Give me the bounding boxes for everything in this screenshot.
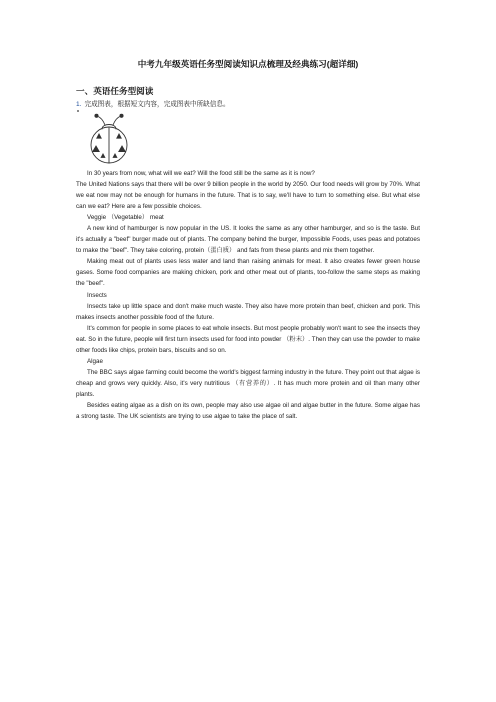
paragraph-insect-powder: It's common for people in some places to eat whole insects. But most people probably won't want to see the insects they eat. So in the future, people will first turn insects used for food into powder （粉末）. Then they can use the powder to make other foods like chips, protein bars, biscuits and so on. xyxy=(76,324,420,354)
paragraph-plant-meat-benefits: Making meat out of plants uses less water and land than raising animals for meat. It also creates fewer green house gases. Some food companies are making chicken, pork and other meat out of plants, too-follow the same steps as making the "beef". xyxy=(76,258,420,288)
document-title: 中考九年级英语任务型阅读知识点梳理及经典练习(超详细) xyxy=(137,59,359,69)
bullet-dot xyxy=(77,110,79,112)
section-heading: 一、英语任务型阅读 xyxy=(76,86,154,96)
paragraph-algae-farming: The BBC says algae farming could become the world's biggest farming industry in the future. They point out that algae is cheap and grows very quickly. Also, it's very nutritious （有营养的）. It has much more protein and oil than many other plants. xyxy=(76,368,420,398)
paragraph-algae-uses: Besides eating algae as a dish on its own, people may also use algae oil and algae butter in the future. Some algae has a strong taste. The UK scientists are trying to use algae to take the place of salt. xyxy=(76,401,420,421)
ladybug-illustration xyxy=(88,112,130,166)
paragraph-veggie-burger: A new kind of hamburger is now popular in the US. It looks the same as any other hamburger, and so is the taste. But it's actually a "beef" burger made out of plants. The company behind the burger, Impossible Foods, uses peas and potatoes to make the "beef". They take coloring, protein（蛋白质） and fats from these plants and mix them together. xyxy=(76,225,420,255)
paragraph-un-forecast: The United Nations says that there will be over 9 billion people in the world by 2050. Our food needs will grow by 70%. What we eat now may not be enough for humans in the future. That is to say, we'll have to turn to something else. But what else can we eat? Here are a few possible choices. xyxy=(76,181,420,211)
paragraph-intro-question: In 30 years from now, what will we eat? Will the food still be the same as it is now? xyxy=(87,170,315,177)
subheading-insects: Insects xyxy=(87,291,107,299)
article-body xyxy=(76,168,420,422)
question-instruction xyxy=(76,98,230,108)
subheading-algae: Algae xyxy=(87,357,103,365)
paragraph-insects-space: Insects take up little space and don't make much waste. They also have more protein than beef, chicken and pork. This makes insects another possible food of the future. xyxy=(76,302,420,321)
subheading-veggie-meat: Veggie （Vegetable） meat xyxy=(87,214,164,222)
question-number: 1. xyxy=(76,101,82,108)
question-text: 完成图表，根据短文内容，完成图表中所缺信息。 xyxy=(84,101,230,108)
